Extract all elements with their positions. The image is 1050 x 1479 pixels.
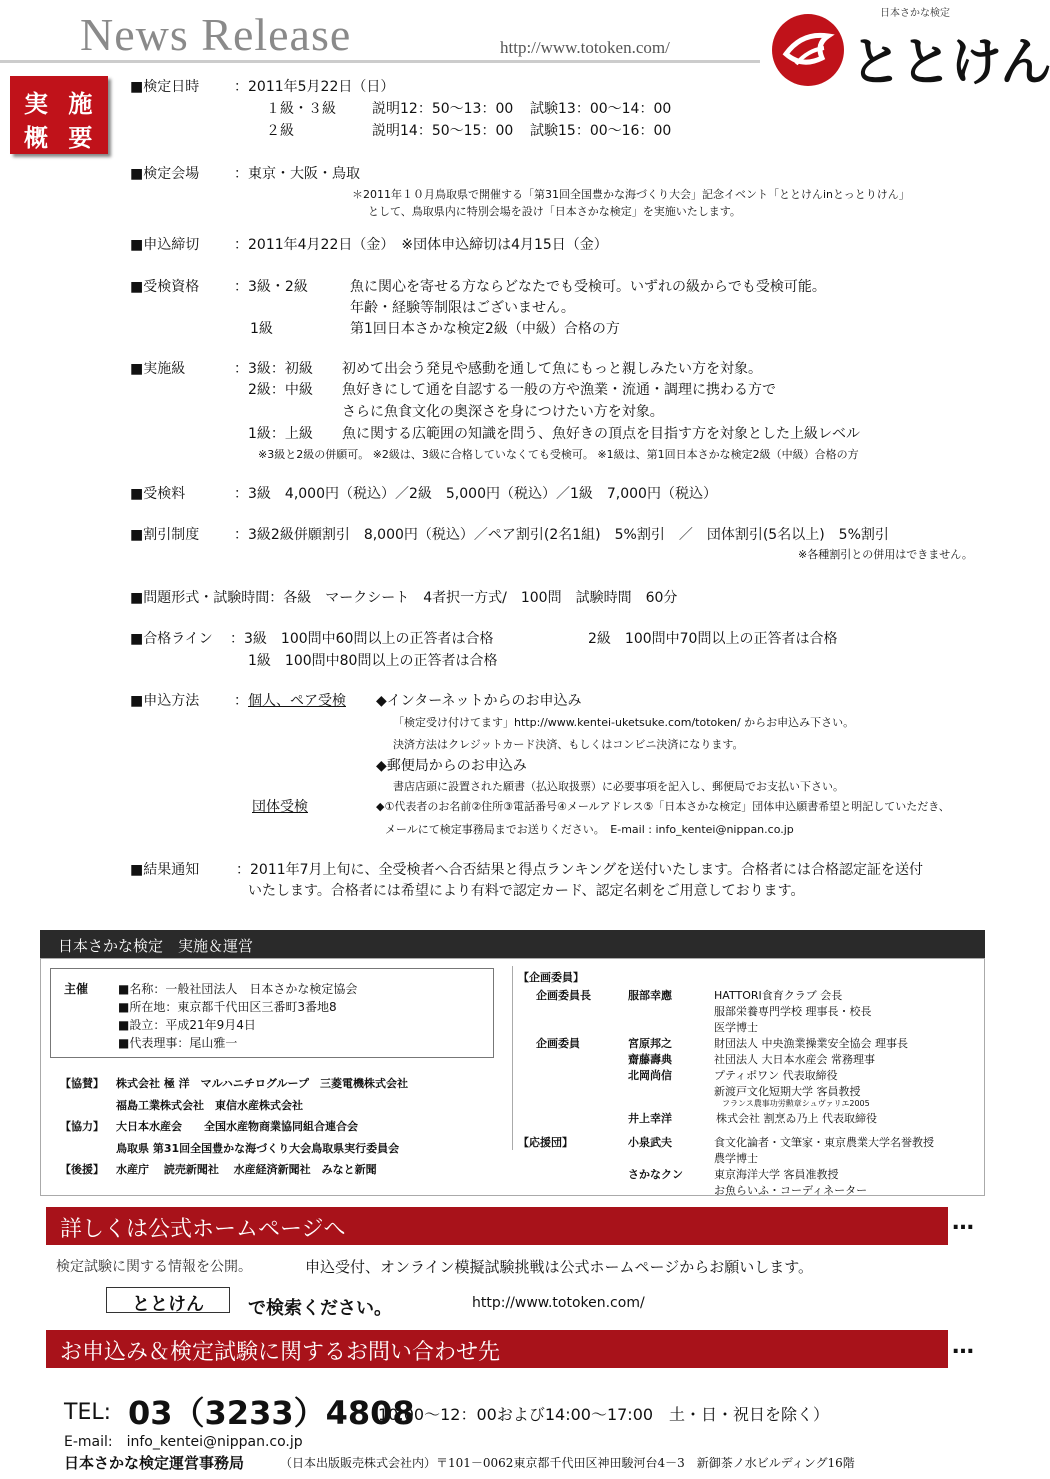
tel-number[interactable]: 03（3233）4808 [128,1394,415,1432]
homepage-bar-title: 詳しくは公式ホームページへ [60,1217,346,1242]
support-2-name: さかなクン [628,1168,683,1181]
pass-label: ■合格ライン [130,631,213,647]
host-established: ■設立：平成21年9月4日 [118,1018,256,1032]
search-instruction: で検索ください。 [248,1298,392,1319]
kyoryoku-label: 【協力】 [60,1120,104,1133]
result-line-2: いたします。合格者には希望により有料で認定カード、認定名刺をご用意しております。 [248,883,805,899]
apply-internet-l1[interactable]: 「検定受け付けてます」http://www.kentei-uketsuke.com/totoken/ からお申込み下さい。 [393,716,855,729]
discount-note: ※各種割引との併用はできません。 [798,548,973,561]
contact-bar [46,1330,948,1368]
badge-line-1: 実 施 [24,90,99,118]
support-2-title-2: お魚らいふ・コーディネーター [714,1184,868,1197]
apply-post-l1: 書店店頭に設置された願書（払込取扱票）に必要事項を記入し、郵便局でお支払い下さい。 [393,780,844,793]
header-url[interactable]: http://www.totoken.com/ [500,38,670,57]
kyosan-line-2: 福島工業株式会社 東信水産株式会社 [116,1099,303,1112]
member-3-title-1: プティポワン 代表取締役 [714,1069,838,1082]
homepage-url[interactable]: http://www.totoken.com/ [472,1295,645,1311]
apply-label: ■申込方法 [130,693,200,709]
member-1-title: 財団法人 中央漁業操業安全協会 理事長 [714,1037,908,1050]
member-3-title-3: フランス農事功労勲章シュヴァリエ2005 [722,1099,870,1108]
chair-name: 服部幸應 [628,989,672,1002]
format-value: ■問題形式・試験時間：各級 マークシート 4者択一方式/ 100問 試験時間 60分 [130,590,678,606]
discount-value: ：3級2級併願割引 8,000円（税込）／ペア割引(2名1組) 5%割引 ／ 団体割引(5名以上) 5%割引 [234,527,889,543]
contact-email[interactable]: E-mail: info_kentei@nippan.co.jp [64,1434,303,1450]
date-row2-grade: ２級 [266,123,294,139]
levels-g1-desc: 魚に関する広範囲の知識を問う、魚好きの頂点を目指す方を対象とした上級レベル [342,426,860,442]
chair-role: 企画委員長 [536,989,591,1002]
chair-title-3: 医学博士 [714,1021,758,1034]
search-term: ととけん [132,1294,204,1315]
venue-label: ■検定会場 [130,166,200,182]
levels-g3: ：3級：初級 [234,361,313,377]
host-label: 主催 [64,982,89,996]
date-row2-brief: 説明14：50～15：00 [372,123,514,139]
office-name: 日本さかな検定運営事務局 [64,1454,245,1472]
search-term-box[interactable] [106,1287,230,1313]
levels-g2: 2級：中級 [248,382,313,398]
pass-g1: 1級 100問中80問以上の正答者は合格 [248,653,498,669]
org-section-bar [40,930,985,958]
tel-hours: （10:00～12：00および14:00～17:00 土・日・祝日を除く） [362,1405,830,1424]
fee-value: ：3級 4,000円（税込）／2級 5,000円（税込）／1級 7,000円（税込） [234,486,717,502]
kyosan-line-1: 株式会社 極 洋 マルハニチログループ 三菱電機株式会社 [116,1077,409,1090]
member-4-title: 株式会社 割烹ゐ乃上 代表取締役 [716,1112,877,1125]
levels-g2-desc-a: 魚好きにして通を自認する一般の方や漁業・流通・調理に携わる方で [342,382,776,398]
date-row1-brief: 説明12：50～13：00 [372,101,514,117]
levels-g2-desc-b: さらに魚食文化の奥深さを身につけたい方を対象。 [342,404,664,420]
apply-group-l1: ◆①代表者のお名前②住所③電話番号④メールアドレス⑤「日本さかな検定」団体申込願書希望と明記していただき、 [376,800,950,813]
apply-colon: ： [234,693,248,709]
contact-dots: … [952,1334,974,1359]
member-3-title-2: 新渡戸文化短期大学 客員教授 [714,1085,861,1098]
date-row1-grade: １級・３級 [266,101,336,117]
eligibility-desc32b: 年齢・経験等制限はございません。 [350,300,575,316]
logo-subtitle: 日本さかな検定 [880,8,950,19]
pass-g2: 2級 100問中70問以上の正答者は合格 [588,631,838,647]
date-value: ：2011年5月22日（日） [234,79,395,95]
overview-badge [10,76,108,154]
support-1-title-1: 食文化論者・文筆家・東京農業大学名誉教授 [714,1136,934,1149]
fish-logo-icon [772,14,844,86]
support-1-title-2: 農学博士 [714,1152,758,1165]
fee-label: ■受検料 [130,486,186,502]
koen-line-1: 水産庁 読売新聞社 水産経済新聞社 みなと新聞 [116,1163,377,1176]
member-3-name: 北岡尚信 [628,1069,672,1082]
chair-title-2: 服部栄養専門学校 理事長・校長 [714,1005,872,1018]
committee-label: 【企画委員】 [518,971,584,984]
tel-label: TEL: [64,1400,112,1425]
homepage-bar [46,1207,948,1245]
logo-wordmark: ととけん [850,33,1050,93]
support-1-name: 小泉武夫 [628,1136,672,1149]
eligibility-grade1: 1級 [250,321,273,337]
deadline-value: ：2011年4月22日（金） ※団体申込締切は4月15日（金） [234,237,608,253]
apply-internet-head: ◆インターネットからのお申込み [376,693,582,709]
venue-note-2: として、鳥取県内に特別会場を設け「日本さかな検定」を実施いたします。 [368,205,741,218]
member-2-name: 齋藤壽典 [628,1053,672,1066]
apply-internet-l2: 決済方法はクレジットカード決済、もしくはコンビニ決済になります。 [393,738,744,751]
host-name: ■名称：一般社団法人 日本さかな検定協会 [118,982,358,996]
koen-label: 【後援】 [60,1163,104,1176]
eligibility-desc1: 第1回日本さかな検定2級（中級）合格の方 [350,321,620,337]
office-address: （日本出版販売株式会社内）〒101－0062東京都千代田区神田駿河台4－3 新御茶ノ水ビルディング16階 [280,1456,855,1470]
org-section-title: 日本さかな検定 実施＆運営 [58,937,254,955]
eligibility-grade32: ：3級・2級 [234,279,308,295]
apply-individual: 個人、ペア受検 [248,693,346,709]
apply-post-head: ◆郵便局からのお申込み [376,758,527,774]
homepage-info-a: 検定試験に関する情報を公開。 [56,1259,252,1275]
support-label: 【応援団】 [518,1136,573,1149]
result-line-1: ：2011年7月上旬に、全受検者へ合否結果と得点ランキングを送付いたします。合格者には合格認定証を送付 [236,862,923,878]
apply-group: 団体受検 [252,799,308,815]
member-1-name: 宮原邦之 [628,1037,672,1050]
date-row2-exam: 試験15：00～16：00 [530,123,672,139]
eligibility-label: ■受検資格 [130,279,200,295]
homepage-info-b: 申込受付、オンライン模擬試験挑戦は公式ホームページからお願いします。 [305,1258,814,1276]
news-release-title: News Release [80,9,352,60]
homepage-dots: … [952,1210,974,1235]
date-label: ■検定日時 [130,79,200,95]
levels-g3-desc: 初めて出会う発見や感動を通して魚にもっと親しみたい方を対象。 [342,361,762,377]
levels-note: ※3級と2級の併願可。 ※2級は、3級に合格していなくても受検可。 ※1級は、第1回日本さかな検定2級（中級）合格の方 [258,448,859,461]
kyoryoku-line-1: 大日本水産会 全国水産物商業協同組合連合会 [116,1120,358,1133]
levels-g1: 1級：上級 [248,426,313,442]
pass-g3: ：3級 100問中60問以上の正答者は合格 [230,631,494,647]
venue-note-1: ＊2011年１０月鳥取県で開催する「第31回全国豊かな海づくり大会」記念イベント「ととけんinとっとりけん」 [352,188,910,201]
eligibility-desc32a: 魚に関心を寄せる方ならどなたでも受検可。いずれの級からでも受検可能。 [350,279,826,295]
result-label: ■結果通知 [130,862,200,878]
chair-title-1: HATTORI食育クラブ 会長 [714,989,843,1002]
apply-group-l2[interactable]: メールにて検定事務局までお送りください。 E-mail : info_kentei@nippan.co.jp [385,823,794,836]
header-divider [0,60,760,63]
badge-line-2: 概 要 [24,124,99,152]
host-representative: ■代表理事：尾山雅一 [118,1036,238,1050]
date-row1-exam: 試験13：00～14：00 [530,101,672,117]
member-role: 企画委員 [536,1037,580,1050]
deadline-label: ■申込締切 [130,237,200,253]
kyoryoku-line-2: 鳥取県 第31回全国豊かな海づくり大会鳥取県実行委員会 [116,1142,400,1155]
org-column-divider [512,966,513,1150]
venue-value: ：東京・大阪・鳥取 [234,166,360,182]
levels-label: ■実施級 [130,361,186,377]
kyosan-label: 【協賛】 [60,1077,104,1090]
member-2-title: 社団法人 大日本水産会 常務理事 [714,1053,875,1066]
support-2-title-1: 東京海洋大学 客員准教授 [714,1168,839,1181]
contact-bar-title: お申込み＆検定試験に関するお問い合わせ先 [60,1340,501,1365]
host-address: ■所在地：東京都千代田区三番町3番地8 [118,1000,337,1014]
discount-label: ■割引制度 [130,527,200,543]
member-4-name: 井上幸洋 [628,1112,672,1125]
